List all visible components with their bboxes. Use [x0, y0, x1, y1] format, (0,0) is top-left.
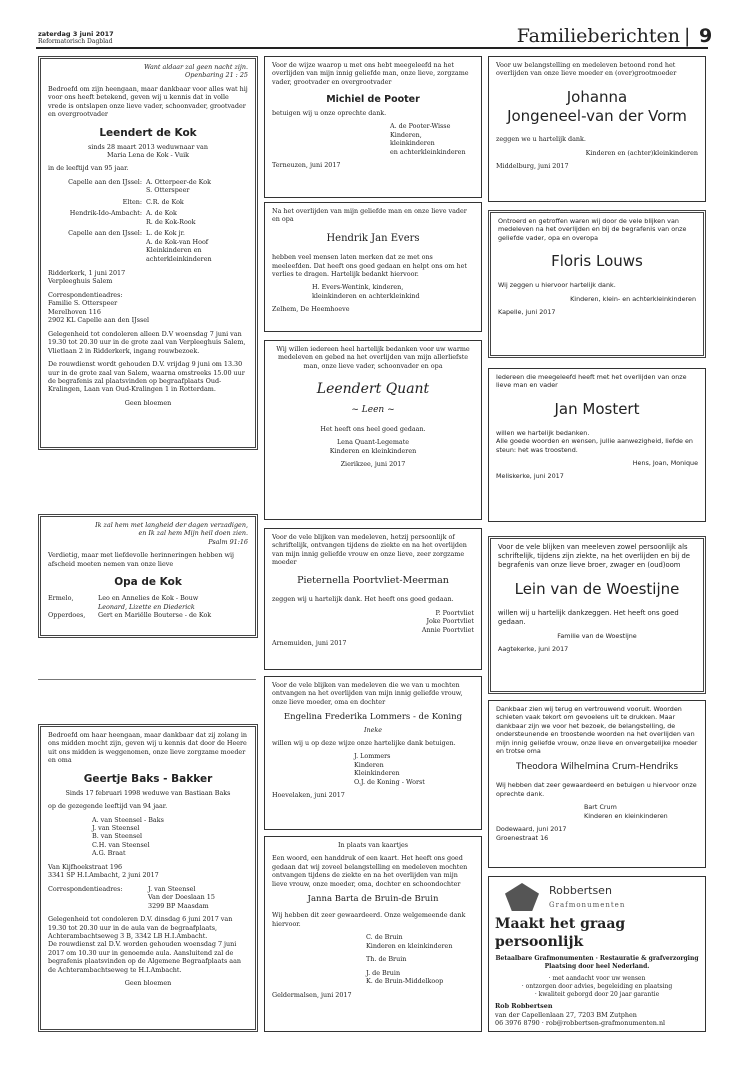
family-signature: Familie van de Woestijne	[557, 631, 637, 640]
ad-body: Wij zeggen u hiervoor hartelijk dank.	[498, 281, 616, 290]
ad-intro: Ontroerd en getroffen waren wij door de vele blijken van medeleven na het overlijden en bij de begrafenis van onze geliefde vader, opa en overopa	[498, 217, 687, 242]
place-date: Middelburg, juni 2017	[496, 162, 569, 171]
contact-phone-email: 06 3976 8790 · rob@robbertsen-grafmonumenten.nl	[495, 1019, 666, 1028]
page-number: 9	[699, 25, 713, 47]
service-list: · met aandacht voor uw wensen · ontzorgen door advies, begeleiding en plaatsing · kwaliteit geborgd door 20 jaar garantie	[521, 974, 673, 998]
deceased-name: Geertje Baks - Bakker	[83, 772, 213, 785]
ad-body: Wij hebben dat zeer gewaardeerd en betuigen u hiervoor onze oprechte dank.	[496, 781, 697, 798]
ad-leendert-de-kok	[38, 56, 258, 450]
deceased-subtitle: sinds 28 maart 2013 weduwnaar van Maria Lena de Kok - Vuik	[88, 142, 208, 160]
deceased-name: Janna Barta de Bruin-de Bruin	[307, 894, 439, 905]
deceased-name: Pieternella Poortvliet-Meerman	[297, 574, 449, 586]
company-logo	[505, 883, 699, 911]
contact-name: Rob Robbertsen	[495, 1002, 553, 1011]
deceased-age: in de leeftijd van 95 jaar.	[48, 164, 129, 173]
ad-body: zeggen we u hartelijk dank.	[496, 135, 586, 144]
ad-heading: In plaats van kaartjes	[337, 841, 409, 849]
ad-body: Wij hebben dit zeer gewaardeerd. Onze welgemeende dank hiervoor.	[272, 911, 466, 928]
deceased-name: Lein van de Woestijne	[514, 579, 680, 598]
ad-body: willen wij u op deze wijze onze hartelijke dank betuigen.	[272, 739, 456, 748]
ad-floris-louws	[488, 210, 706, 358]
family-signature: Bart Crum Kinderen en kleinkinderen	[584, 803, 668, 820]
ad-body: zeggen wij u hartelijk dank. Het heeft ons goed gedaan.	[272, 595, 454, 604]
family-signature: Lena Quant-Legemate Kinderen en kleinkinderen	[329, 438, 417, 455]
place-date: Zierikzee, juni 2017	[340, 460, 406, 469]
header-date: zaterdag 3 juni 2017	[38, 30, 114, 38]
deceased-name: Jan Mostert	[554, 399, 640, 418]
ad-pieternella-poortvliet	[264, 528, 482, 670]
deceased-subtitle: Sinds 17 februari 1998 weduwe van Bastiaan Baks	[65, 788, 231, 797]
place-date: Dodewaard, juni 2017 Groenestraat 16	[496, 825, 567, 842]
deceased-name: Leendert Quant	[316, 381, 430, 398]
place-date: Ridderkerk, 1 juni 2017 Verpleeghuis Salem	[48, 269, 126, 286]
deceased-name: Johanna Jongeneel-van der Vorm	[507, 87, 687, 125]
logo-mark-icon	[505, 883, 539, 911]
ad-opa-de-kok	[38, 514, 258, 638]
family-list	[48, 178, 248, 263]
contact-address: van der Capellenlaan 27, 7203 BM Zutphen	[495, 1010, 637, 1019]
family-signature: A. de Pooter-Wisse Kinderen, kleinkinderen en achterkleinkinderen	[390, 122, 466, 156]
brand-name: Robbertsen	[549, 884, 612, 898]
deceased-name: Hendrik Jan Evers	[326, 232, 420, 244]
place-date: Terneuzen, juni 2017	[272, 161, 341, 170]
ad-janna-de-bruin	[264, 836, 482, 1032]
ad-intro: Een woord, een handdruk of een kaart. Het heeft ons goed gedaan dat wij zoveel belangstelling en medeleven mochten ontvangen tijdens de ziekte en na het overlijden van mijn lieve vrouw, onze moeder, oma, dochter en schoondochter	[272, 854, 468, 888]
family-list: A. van Steensel - Baks J. van Steensel B. van Steensel C.H. van Steensel A.G. Braat	[92, 815, 164, 858]
service-info: De rouwdienst wordt gehouden D.V. vrijdag 9 juni om 13.30 uur in de grote zaal van Salem, waarna omstreeks 15.00 uur de begrafenis zal plaatsvinden op begraafplaats Oud-Kralingen, Laan van Oud-Kralingen 1 in Rotterdam.	[48, 360, 245, 394]
family-signature: H. Evers-Wentink, kinderen, kleinkinderen en achterkleinkind	[312, 283, 420, 300]
ad-tagline: Betaalbare Grafmonumenten · Restauratie & grafverzorging Plaatsing door heel Nederland.	[495, 954, 699, 970]
page-header	[0, 0, 738, 50]
ad-body: willen wij u hartelijk dankzeggen. Het heeft ons goed gedaan.	[498, 608, 679, 626]
family-signature: J. Lommers Kinderen Kleinkinderen O.J. de Koning - Worst	[354, 752, 425, 786]
ad-leendert-quant	[264, 340, 482, 520]
place-date: Arnemuiden, juni 2017	[272, 639, 347, 648]
ad-lein-van-de-woestijne	[488, 536, 706, 694]
family-signature: Th. de Bruin	[366, 955, 407, 964]
deceased-nickname: ~ Leen ~	[351, 404, 395, 415]
deceased-age: op de gezegende leeftijd van 94 jaar.	[48, 802, 168, 811]
ad-michiel-de-pooter	[264, 56, 482, 198]
deceased-name: Leendert de Kok	[99, 126, 197, 139]
ad-intro: Voor de vele blijken van meeleven zowel persoonlijk als schriftelijk, tijdens zijn ziekte, na het overlijden en bij de begrafenis van onze lieve broer, zwager en (oud)oom	[498, 543, 690, 569]
family-signature: Kinderen, klein- en achterkleinkinderen	[570, 294, 696, 303]
deceased-name: Engelina Frederika Lommers - de Koning	[283, 712, 463, 723]
header-divider: |	[684, 25, 691, 47]
family-row: Hendrik-Ido-Ambacht: A. de Kok R. de Kok-Rook	[69, 209, 196, 226]
condolence-info: Gelegenheid tot condoleren D.V. dinsdag 6 juni 2017 van 19.30 tot 20.30 uur in de aula van de begraafplaats, Achterambachtseweg 3 B, 3342 LB H.I.Ambacht. De rouwdienst zal D.V. worden gehouden woensdag 7 juni 2017 om 10.30 uur in genoemde aula. Aansluitend zal de begrafenis plaatsvinden op de Algemene Begraafplaats aan de Achterambachtseweg te H.I.Ambacht.	[48, 915, 241, 974]
correspondence-address: Correspondentieadres: Familie S. Otterspeer Merelhoven 116 2902 KL Capelle aan den IJssel	[48, 290, 150, 325]
condolence-info: Gelegenheid tot condoleren alleen D.V woensdag 7 juni van 19.30 tot 20.30 uur in de grote zaal van Verpleeghuis Salem, Vlietlaan 2 in Ridderkerk, ingang rouwbezoek.	[48, 329, 246, 355]
family-signature: J. de Bruin K. de Bruin-Middelkoop	[366, 968, 444, 986]
ad-jan-mostert	[488, 368, 706, 522]
family-row: Capelle aan den IJssel: L. de Kok jr. A. de Kok-van Hoof Kleinkinderen en achterkleinkinderen	[68, 229, 212, 263]
bible-verse: Ik zal hem met langheid der dagen verzadigen, en Ik zal hem Mijn heil doen zien. Psalm 91:16	[95, 521, 248, 546]
no-flowers: Geen bloemen	[124, 398, 172, 407]
ad-geertje-baks	[38, 724, 258, 1032]
ad-johanna-jongeneel	[488, 56, 706, 202]
ad-body: betuigen wij u onze oprechte dank.	[272, 108, 387, 117]
place-date: Meliskerke, juni 2017	[496, 472, 564, 481]
deceased-name: Michiel de Pooter	[326, 94, 420, 106]
ad-body: Het heeft ons heel goed gedaan.	[320, 424, 426, 433]
bible-verse: Want aldaar zal geen nacht zijn. Openbaring 21 : 25	[143, 63, 248, 80]
family-signature: C. de Bruin Kinderen en kleinkinderen	[366, 933, 453, 950]
ad-intro: Voor de vele blijken van medeleven, hetzij persoonlijk of schriftelijk, ontvangen tijdens de ziekte en na het overlijden van mijn innig geliefde vrouw en onze lieve, zeer zorgzame moeder	[272, 533, 467, 567]
family-row: Ermelo, Leo en Annelies de Kok - Bouw Leonard, Lizette en Diederick	[48, 594, 199, 611]
ad-hendrik-jan-evers	[264, 202, 482, 332]
family-row: Opperdoes, Gert en Mariëlle Bouterse - de Kok	[48, 611, 212, 620]
column-separator	[38, 679, 256, 680]
deceased-nickname: Ineke	[363, 725, 383, 734]
ad-slogan: Maakt het graag persoonlijk	[495, 916, 626, 951]
ad-intro: Bedroefd om haar heengaan, maar dankbaar dat zij zolang in ons midden mocht zijn, geven wij u kennis dat door de Heere uit ons midden is weggenomen, onze lieve zorgzame moeder en oma	[48, 731, 248, 765]
place-date: Geldermalsen, juni 2017	[272, 990, 352, 999]
deceased-name: Floris Louws	[551, 252, 643, 271]
brand-subtitle: Grafmonumenten	[549, 900, 626, 909]
ad-engelina-lommers	[264, 676, 482, 830]
family-row: Capelle aan den IJssel: A. Otterpeer-de Kok S. Otterspeer	[68, 177, 211, 195]
deceased-name: Theodora Wilhelmina Crum-Hendriks	[515, 761, 679, 772]
correspondence-address: Correspondentieadres: J. van Steensel Van der Doeslaan 15 3299 BP Maasdam	[48, 884, 215, 910]
ad-intro: Voor de vele blijken van medeleven die we van u mochten ontvangen na het overlijden van mijn innig geliefde vrouw, onze lieve moeder, oma en dochter	[272, 681, 463, 706]
ad-intro: Voor uw belangstelling en medeleven betoond rond het overlijden van onze lieve moeder en (over)grootmoeder	[496, 61, 677, 78]
family-signature: P. Poortvliet Joke Poortvliet Annie Poortvliet	[421, 608, 474, 634]
deceased-name: Opa de Kok	[114, 576, 182, 589]
family-row: Elten: C.R. de Kok	[122, 197, 184, 206]
ad-intro: Iedereen die meegeleefd heeft met het overlijden van onze lieve man en vader	[496, 373, 687, 390]
ad-intro: Wij willen iedereen heel hartelijk bedanken voor uw warme medeleven en gebed na het overlijden van mijn allerliefste man, onze lieve vader, schoonvader en opa	[276, 345, 470, 370]
header-paper: Reformatorisch Dagblad	[38, 38, 113, 45]
place-date: Zelhem, De Heemhoeve	[272, 305, 350, 314]
ad-body: hebben veel mensen laten merken dat ze met ons meeleefden. Dat heeft ons goed gedaan en helpt ons om het verlies te dragen. Hartelijk bedankt hiervoor.	[272, 253, 467, 278]
ad-robbertsen-grafmonumenten	[488, 876, 706, 1032]
ad-intro: Voor de wijze waarop u met ons hebt meegeleefd na het overlijden van mijn innig geliefde man, onze lieve, zorgzame vader, grootvader en overgrootvader	[272, 61, 469, 86]
family-signature: Hens, Joan, Monique	[632, 459, 698, 468]
family-signature: Kinderen en (achter)kleinkinderen	[585, 148, 698, 157]
ad-intro: Bedroefd om zijn heengaan, maar dankbaar voor alles wat hij voor ons heeft betekend, geven wij u kennis dat in volle vrede is ontslapen onze lieve vader, schoonvader, grootvader en overgrootvader	[48, 84, 248, 119]
ad-intro: Na het overlijden van mijn geliefde man en onze lieve vader en opa	[272, 207, 467, 224]
no-flowers: Geen bloemen	[124, 979, 172, 988]
header-rule	[36, 47, 708, 49]
ad-theodora-crum	[488, 700, 706, 868]
home-address: Van Kijfhoekstraat 196 3341 SP H.I.Ambacht, 2 juni 2017	[48, 862, 159, 880]
section-title: Familieberichten	[516, 25, 680, 47]
place-date: Aagtekerke, juni 2017	[498, 645, 569, 654]
place-date: Hoevelaken, juni 2017	[272, 791, 345, 800]
ad-body: willen we hartelijk bedanken. Alle goede woorden en wensen, jullie aanwezigheid, liefde en steun: het was troostend.	[496, 428, 693, 454]
ad-intro: Dankbaar zien wij terug en vertrouwend vooruit. Woorden schieten vaak tekort om gevoelens uit te drukken. Maar dankbaar zijn we voor het bezoek, de belangstelling, de ondersteunende en troostende woorden na het overlijden van mijn innig geliefde vrouw, onze lieve en onvergetelijke moeder en trotse oma	[496, 705, 698, 756]
ad-intro: Verdietig, maar met liefdevolle herinneringen hebben wij afscheid moeten nemen van onze lieve	[48, 551, 234, 568]
place-date: Kapelle, juni 2017	[498, 308, 556, 317]
